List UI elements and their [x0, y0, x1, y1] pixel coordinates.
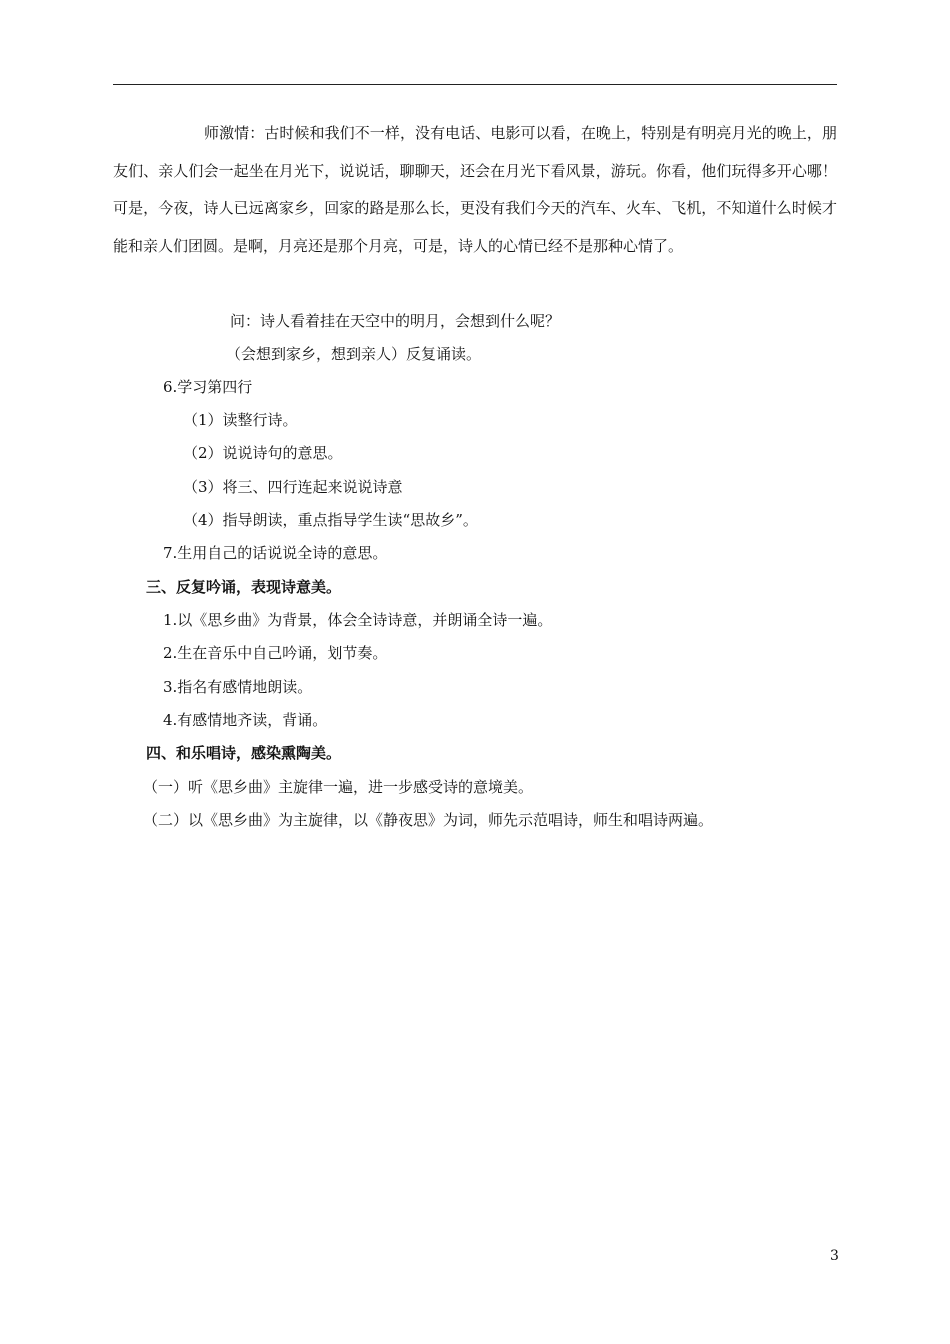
- section-3-item-2: 2.生在音乐中自己吟诵，划节奏。: [163, 644, 388, 662]
- step-6-heading: 6.学习第四行: [163, 378, 253, 396]
- section-3-item-4: 4.有感情地齐读，背诵。: [163, 711, 328, 729]
- step-6-item-1: （1）读整行诗。: [183, 411, 298, 429]
- step-6-item-4: （4）指导朗读，重点指导学生读“思故乡”。: [183, 511, 478, 529]
- step-7: 7.生用自己的话说说全诗的意思。: [163, 544, 388, 562]
- section-4-item-2: （二）以《思乡曲》为主旋律，以《静夜思》为词，师先示范唱诗，师生和唱诗两遍。: [143, 811, 714, 829]
- step-6-item-2: （2）说说诗句的意思。: [183, 444, 343, 462]
- section-3-item-1: 1.以《思乡曲》为背景，体会全诗诗意，并朗诵全诗一遍。: [163, 611, 553, 629]
- paragraph-answer: （会想到家乡，想到亲人）反复诵读。: [226, 345, 482, 363]
- header-rule: [113, 84, 837, 85]
- paragraph-teacher-narration: 师激情：古时候和我们不一样，没有电话、电影可以看，在晚上，特别是有明亮月光的晚上，朋友们、亲人们会一起坐在月光下，说说话，聊聊天，还会在月光下看风景，游玩。你看，他们玩得多开心哪！可是，今夜，诗人已远离家乡，回家的路是那么长，更没有我们今天的汽车、火车、飞机，不知道什么时候才能和亲人们团圆。是啊，月亮还是那个月亮，可是，诗人的心情已经不是那种心情了。: [113, 124, 837, 255]
- page-number: 3: [830, 1248, 839, 1264]
- section-3-item-3: 3.指名有感情地朗读。: [163, 678, 313, 696]
- section-4-item-1: （一）听《思乡曲》主旋律一遍，进一步感受诗的意境美。: [143, 778, 534, 796]
- step-6-item-3: （3）将三、四行连起来说说诗意: [183, 478, 403, 496]
- section-3-heading: 三、反复吟诵，表现诗意美。: [146, 578, 342, 596]
- section-4-heading: 四、和乐唱诗，感染熏陶美。: [146, 744, 342, 762]
- paragraph-question: 问：诗人看着挂在天空中的明月，会想到什么呢？: [230, 312, 561, 330]
